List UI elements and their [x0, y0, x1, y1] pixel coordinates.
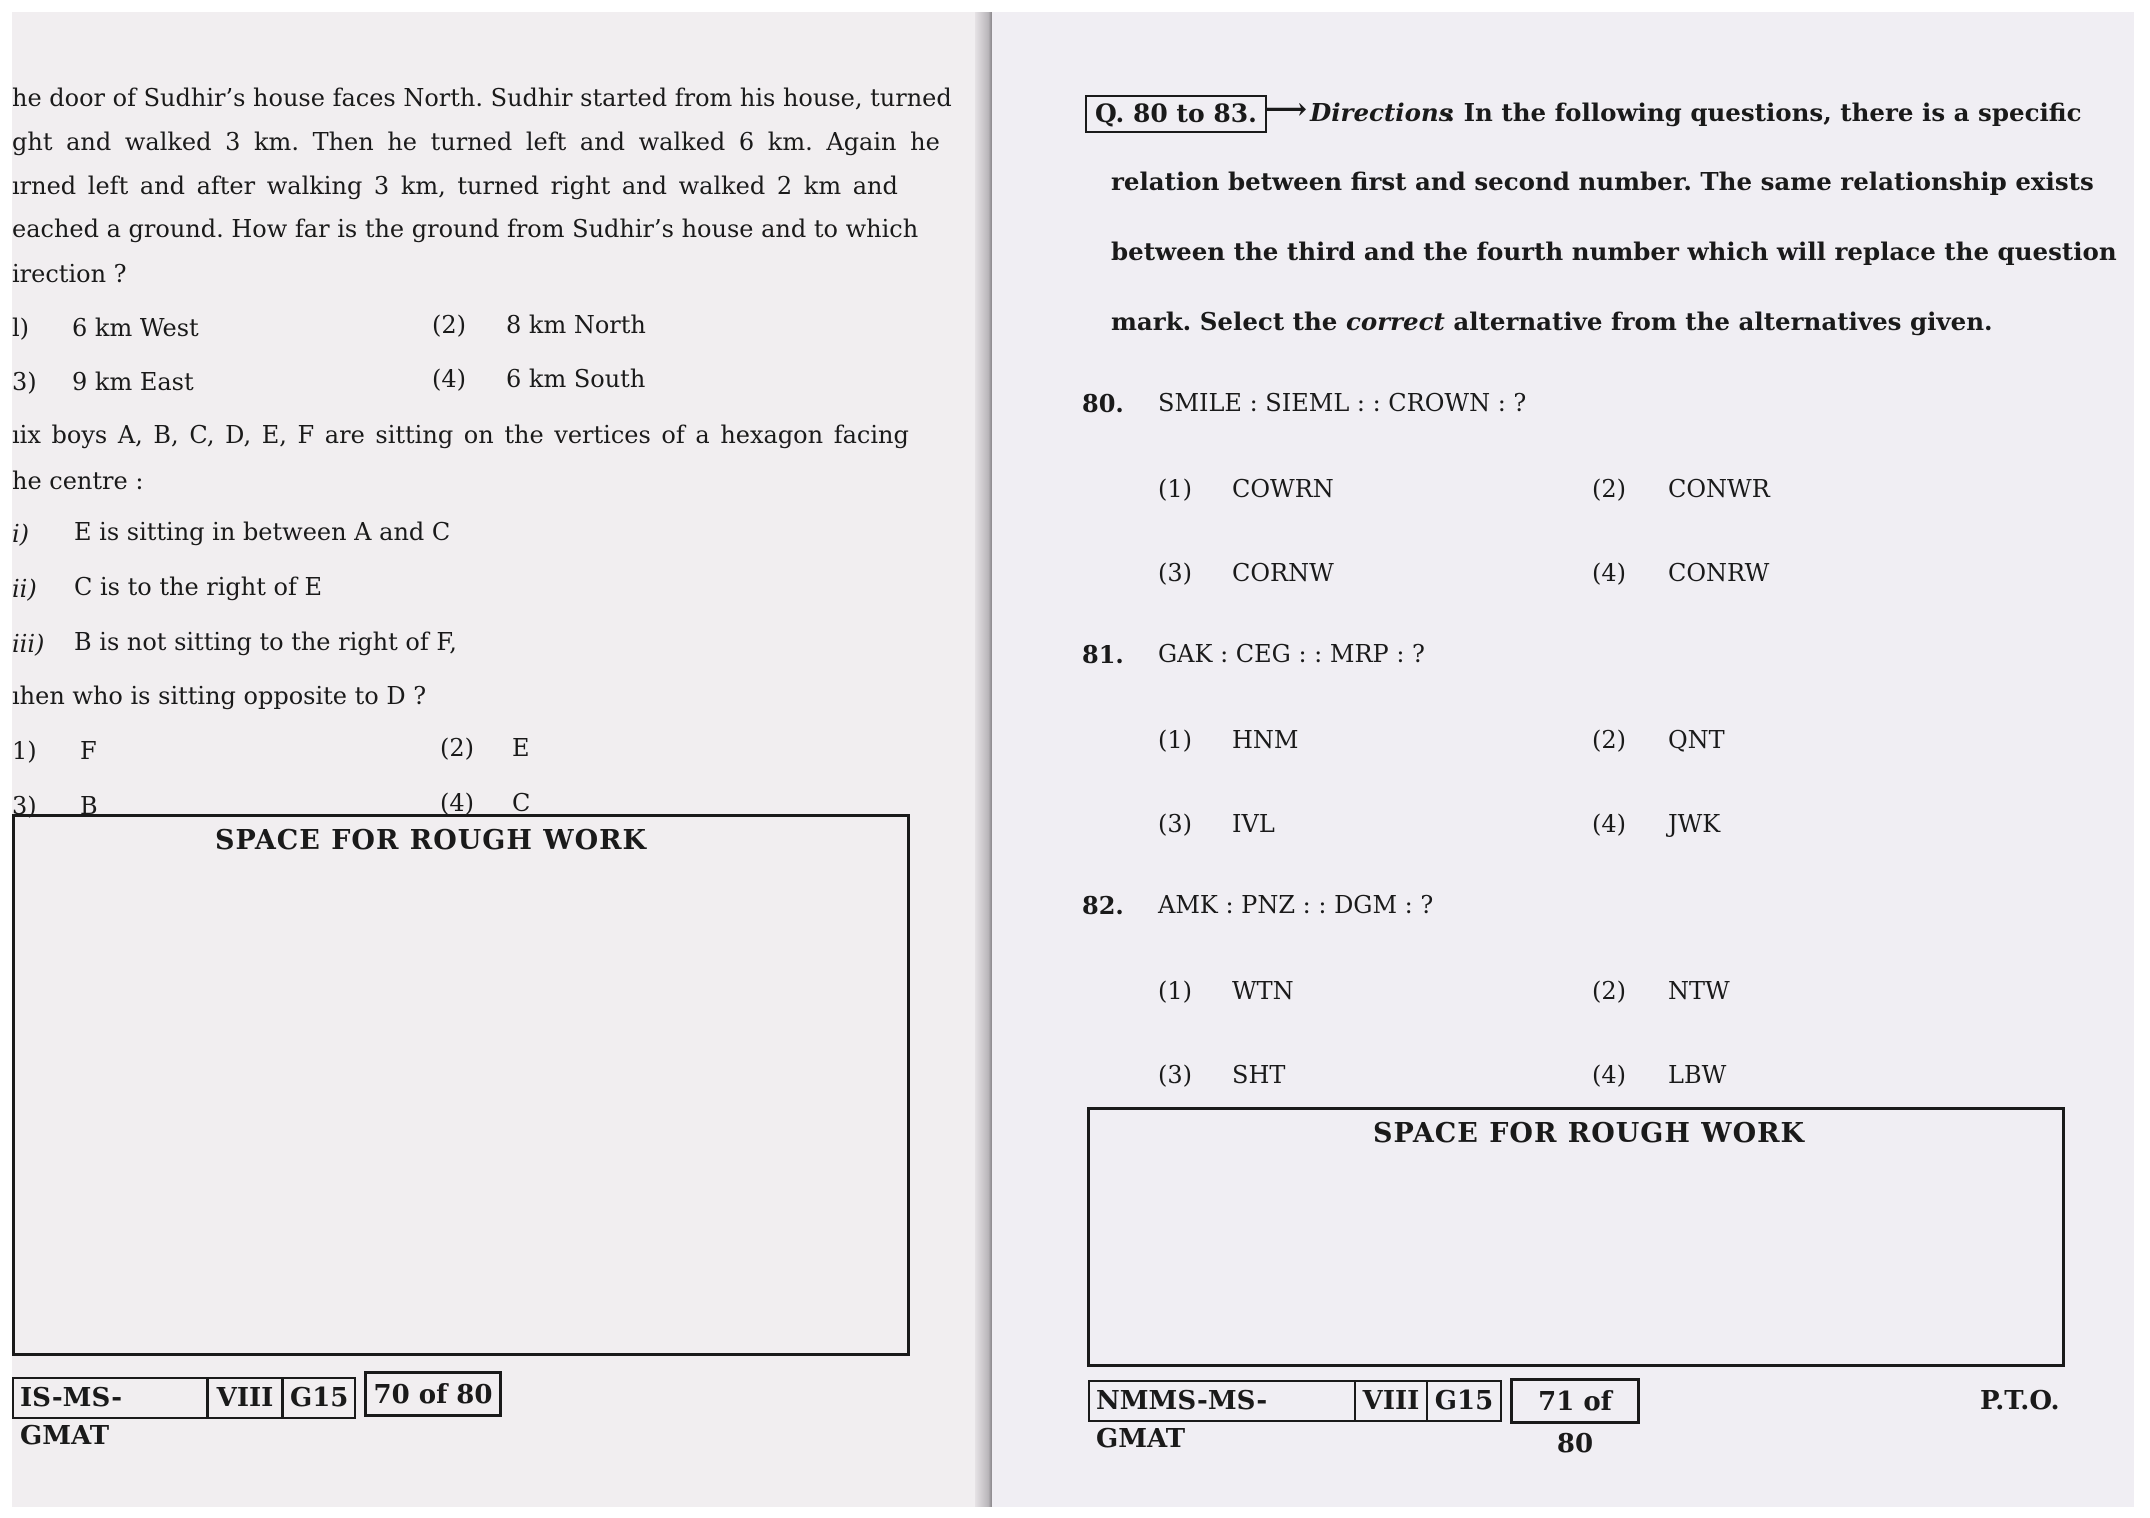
option-number: 3): [12, 368, 37, 396]
pto-label: P.T.O.: [1980, 1386, 2060, 1416]
question-text: SMILE : SIEML : : CROWN : ?: [1158, 389, 1527, 417]
directions-label: Directions: [1310, 98, 1453, 127]
rough-work-title: SPACE FOR ROUGH WORK: [1373, 1118, 1806, 1149]
option-text: E: [512, 734, 530, 762]
condition-text: B is not sitting to the right of F,: [74, 628, 457, 656]
option-number: (2): [432, 311, 466, 339]
option-number: (4): [432, 365, 466, 393]
question-text-line: he door of Sudhir’s house faces North. Sudhir started from his house, turned: [12, 84, 952, 112]
option-number: (1): [1158, 475, 1192, 503]
option-text: IVL: [1232, 810, 1275, 838]
option-number: (1): [1158, 726, 1192, 754]
footer-code: IS-MS-GMAT: [12, 1377, 208, 1419]
option-number: (2): [1592, 977, 1626, 1005]
left-page: [12, 12, 990, 1507]
option-text: NTW: [1668, 977, 1730, 1005]
question-text-line: eached a ground. How far is the ground from Sudhir’s house and to which: [12, 215, 919, 243]
right-page: [992, 12, 2134, 1507]
arrow-icon: ⟶: [1264, 92, 1308, 127]
option-text: F: [80, 737, 97, 765]
option-text: HNM: [1232, 726, 1299, 754]
footer-page-number: 70 of 80: [364, 1371, 502, 1417]
option-text: CORNW: [1232, 559, 1334, 587]
option-text: 6 km West: [72, 314, 199, 342]
option-text: JWK: [1668, 810, 1721, 838]
question-text: AMK : PNZ : : DGM : ?: [1158, 891, 1434, 919]
option-number: (3): [1158, 810, 1192, 838]
option-text: 9 km East: [72, 368, 194, 396]
question-text-line: ght and walked 3 km. Then he turned left and walked 6 km. Again he: [12, 128, 940, 156]
option-number: (2): [1592, 475, 1626, 503]
option-text: WTN: [1232, 977, 1294, 1005]
option-number: (3): [1158, 1061, 1192, 1089]
question-text-line: ıhen who is sitting opposite to D ?: [12, 682, 427, 710]
question-number: 81.: [1082, 640, 1124, 669]
footer-class: VIII: [207, 1377, 283, 1419]
rough-work-box: [1087, 1107, 2065, 1367]
question-number: 82.: [1082, 891, 1124, 920]
condition-number: i): [12, 520, 30, 548]
directions-text: relation between first and second number. The same relationship exists: [1111, 167, 2094, 196]
directions-text: : In the following questions, there is a specific: [1446, 98, 2082, 127]
footer-page-number: 71 of 80: [1510, 1378, 1640, 1424]
option-number: (4): [1592, 810, 1626, 838]
condition-text: E is sitting in between A and C: [74, 518, 451, 546]
question-number: 80.: [1082, 389, 1124, 418]
footer-set: G15: [1426, 1380, 1502, 1422]
rough-work-box: [12, 814, 910, 1356]
option-text: B: [80, 792, 98, 820]
question-range-box: Q. 80 to 83.: [1085, 95, 1267, 133]
option-number: (2): [1592, 726, 1626, 754]
rough-work-title: SPACE FOR ROUGH WORK: [215, 825, 648, 856]
option-text: C: [512, 789, 531, 817]
option-text: CONWR: [1668, 475, 1770, 503]
question-text-line: he centre :: [12, 467, 144, 495]
footer-class: VIII: [1354, 1380, 1428, 1422]
directions-text: mark. Select the correct alternative from the alternatives given.: [1111, 307, 1993, 336]
option-text: COWRN: [1232, 475, 1334, 503]
option-number: (1): [1158, 977, 1192, 1005]
option-text: QNT: [1668, 726, 1725, 754]
option-number: (4): [1592, 559, 1626, 587]
option-text: 8 km North: [506, 311, 646, 339]
option-text: SHT: [1232, 1061, 1286, 1089]
condition-number: iii): [12, 630, 45, 658]
question-text-line: ıix boys A, B, C, D, E, F are sitting on the vertices of a hexagon facing: [12, 421, 909, 449]
option-number: (4): [1592, 1061, 1626, 1089]
option-number: 1): [12, 737, 37, 765]
option-number: 3): [12, 792, 37, 820]
directions-text: between the third and the fourth number which will replace the question: [1111, 237, 2117, 266]
option-number: l): [12, 314, 30, 342]
option-number: (2): [440, 734, 474, 762]
condition-text: C is to the right of E: [74, 573, 322, 601]
footer-code: NMMS-MS-GMAT: [1088, 1380, 1356, 1422]
question-text-line: ırned left and after walking 3 km, turned right and walked 2 km and: [12, 172, 898, 200]
condition-number: ii): [12, 575, 37, 603]
option-text: 6 km South: [506, 365, 646, 393]
option-text: LBW: [1668, 1061, 1727, 1089]
option-number: (3): [1158, 559, 1192, 587]
question-text-line: irection ?: [12, 260, 127, 288]
option-text: CONRW: [1668, 559, 1770, 587]
footer-set: G15: [282, 1377, 356, 1419]
option-number: (4): [440, 789, 474, 817]
question-text: GAK : CEG : : MRP : ?: [1158, 640, 1425, 668]
